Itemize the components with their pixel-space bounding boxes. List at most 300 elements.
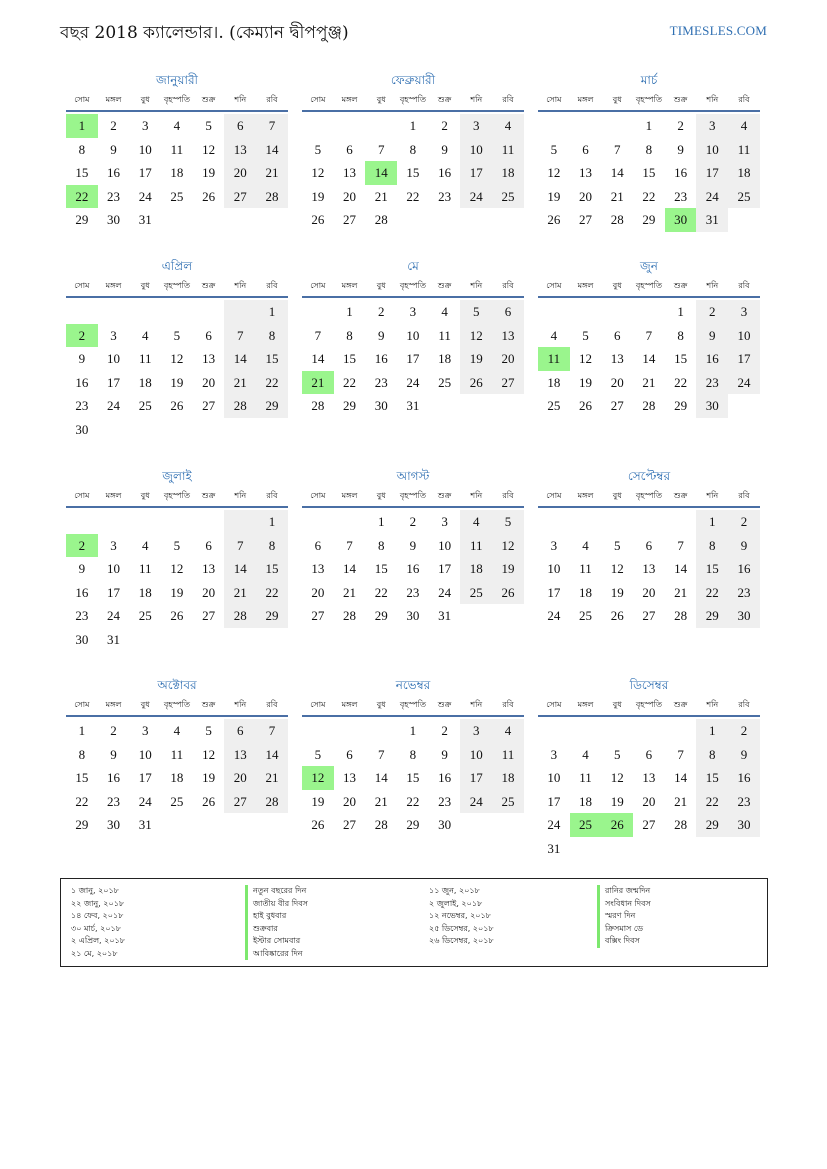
day-cell[interactable]: 21 — [642, 374, 656, 390]
day-cell[interactable]: 21 — [374, 793, 388, 809]
day-cell[interactable]: 7 — [377, 141, 385, 157]
day-cell[interactable]: 13 — [343, 770, 357, 785]
day-cell[interactable]: 26 — [492, 581, 524, 605]
day-cell[interactable]: 21 — [610, 188, 624, 204]
day-cell[interactable]: 25 — [579, 608, 593, 623]
day-cell[interactable]: 6 — [346, 746, 353, 762]
day-cell[interactable]: 23 — [728, 790, 760, 814]
day-cell[interactable]: 4 — [141, 537, 149, 553]
day-cell[interactable]: 26 — [460, 371, 492, 395]
day-cell[interactable]: 31 — [547, 840, 561, 856]
day-cell[interactable]: 9 — [110, 141, 117, 157]
day-cell[interactable]: 13 — [610, 351, 624, 366]
day-cell[interactable]: 26 — [579, 398, 593, 413]
day-cell[interactable]: 7 — [224, 324, 256, 348]
day-cell[interactable]: 16 — [696, 347, 728, 371]
day-cell[interactable]: 4 — [141, 327, 149, 343]
day-cell[interactable]: 18 — [728, 161, 760, 185]
day-cell[interactable]: 11 — [579, 770, 592, 785]
day-cell[interactable]: 20 — [642, 793, 656, 809]
day-cell[interactable]: 27 — [224, 790, 256, 814]
day-cell[interactable]: 8 — [645, 141, 653, 157]
day-cell[interactable]: 16 — [728, 557, 760, 581]
day-cell[interactable]: 8 — [346, 327, 353, 343]
day-cell[interactable]: 24 — [406, 374, 420, 390]
day-cell[interactable]: 23 — [696, 371, 728, 395]
day-cell[interactable]: 4 — [173, 723, 181, 738]
day-cell[interactable]: 4 — [492, 719, 524, 743]
day-cell[interactable]: 20 — [579, 188, 593, 204]
day-cell[interactable]: 24 — [547, 608, 561, 623]
day-cell[interactable]: 14 — [374, 770, 388, 785]
day-cell[interactable]: 18 — [170, 770, 184, 785]
day-cell[interactable]: 21 — [374, 188, 388, 204]
day-cell[interactable]: 28 — [674, 817, 688, 832]
day-cell[interactable]: 3 — [141, 118, 149, 133]
day-cell[interactable]: 18 — [579, 793, 593, 809]
day-cell[interactable]: 20 — [202, 584, 216, 600]
day-cell[interactable]: 2 — [728, 510, 760, 534]
day-cell[interactable]: 7 — [256, 719, 288, 743]
day-cell[interactable]: 3 — [550, 537, 558, 553]
day-cell[interactable]: 5 — [613, 537, 621, 553]
day-cell[interactable]: 10 — [438, 537, 452, 553]
day-cell[interactable]: 28 — [610, 212, 624, 227]
day-cell[interactable]: 22 — [75, 793, 89, 809]
day-cell[interactable]: 18 — [492, 766, 524, 790]
day-cell[interactable]: 10 — [728, 324, 760, 348]
day-cell[interactable]: 22 — [696, 790, 728, 814]
day-cell[interactable]: 8 — [409, 746, 417, 762]
day-cell[interactable]: 1 — [346, 304, 353, 319]
day-cell[interactable]: 29 — [406, 817, 420, 832]
day-cell[interactable]: 4 — [492, 114, 524, 138]
day-cell[interactable]: 17 — [406, 351, 420, 366]
day-cell[interactable]: 27 — [579, 212, 593, 227]
day-cell[interactable]: 19 — [170, 374, 184, 390]
day-cell[interactable]: 14 — [311, 351, 325, 366]
day-cell[interactable]: 22 — [256, 371, 288, 395]
day-cell[interactable]: 5 — [314, 746, 322, 762]
day-cell[interactable]: 13 — [343, 165, 357, 180]
day-cell[interactable]: 19 — [610, 793, 624, 809]
day-cell[interactable]: 9 — [677, 141, 684, 157]
day-cell[interactable]: 16 — [406, 561, 420, 576]
day-cell[interactable]: 3 — [460, 114, 492, 138]
day-cell[interactable]: 20 — [202, 374, 216, 390]
day-cell[interactable]: 13 — [492, 324, 524, 348]
day-cell[interactable]: 1 — [696, 719, 728, 743]
day-cell[interactable]: 9 — [728, 534, 760, 558]
day-cell[interactable]: 29 — [256, 604, 288, 628]
day-cell[interactable]: 7 — [677, 537, 684, 553]
day-cell[interactable]: 31 — [438, 608, 452, 623]
day-cell[interactable]: 8 — [696, 534, 728, 558]
day-cell[interactable]: 30 — [696, 394, 728, 418]
day-cell[interactable]: 18 — [138, 584, 152, 600]
day-cell[interactable]: 8 — [256, 534, 288, 558]
day-cell[interactable]: 25 — [138, 398, 152, 413]
day-cell[interactable]: 20 — [224, 161, 256, 185]
day-cell[interactable]: 26 — [202, 188, 216, 204]
day-cell[interactable]: 10 — [138, 746, 152, 762]
day-cell[interactable]: 10 — [547, 770, 561, 785]
day-cell[interactable]: 4 — [550, 327, 558, 343]
day-cell[interactable]: 25 — [492, 185, 524, 209]
day-cell[interactable]: 10 — [107, 561, 121, 576]
day-cell[interactable]: 8 — [409, 141, 417, 157]
day-cell[interactable]: 7 — [613, 141, 621, 157]
day-cell[interactable]: 6 — [613, 327, 621, 343]
day-cell[interactable]: 29 — [696, 813, 728, 837]
day-cell[interactable]: 15 — [75, 770, 89, 785]
day-cell[interactable]: 3 — [728, 300, 760, 324]
day-cell[interactable]: 31 — [107, 631, 121, 647]
day-cell[interactable]: 17 — [138, 770, 152, 785]
day-cell[interactable]: 12 — [311, 165, 325, 180]
day-cell[interactable]: 19 — [311, 188, 325, 204]
day-cell[interactable]: 20 — [610, 374, 624, 390]
day-cell[interactable]: 20 — [492, 347, 524, 371]
day-cell[interactable]: 25 — [547, 398, 561, 413]
day-cell[interactable]: 28 — [374, 817, 388, 832]
day-cell[interactable]: 23 — [75, 608, 89, 623]
day-cell[interactable]: 28 — [374, 212, 388, 227]
day-cell[interactable]: 25 — [138, 608, 152, 623]
day-cell[interactable]: 6 — [645, 746, 653, 762]
day-cell[interactable]: 7 — [314, 327, 322, 343]
day-cell[interactable]: 7 — [256, 114, 288, 138]
day-cell[interactable]: 2 — [409, 514, 417, 529]
day-cell[interactable]: 15 — [374, 561, 388, 576]
day-cell[interactable]: 14 — [365, 161, 397, 185]
day-cell[interactable]: 3 — [409, 304, 417, 319]
day-cell[interactable]: 28 — [311, 398, 325, 413]
day-cell[interactable]: 30 — [728, 604, 760, 628]
day-cell[interactable]: 11 — [492, 743, 524, 767]
day-cell[interactable]: 19 — [170, 584, 184, 600]
day-cell[interactable]: 5 — [205, 723, 212, 738]
day-cell[interactable]: 28 — [256, 185, 288, 209]
day-cell[interactable]: 25 — [492, 790, 524, 814]
day-cell[interactable]: 3 — [441, 514, 448, 529]
day-cell[interactable]: 19 — [610, 584, 624, 600]
day-cell[interactable]: 14 — [642, 351, 656, 366]
day-cell[interactable]: 12 — [460, 324, 492, 348]
day-cell[interactable]: 22 — [374, 584, 388, 600]
day-cell[interactable]: 10 — [406, 327, 420, 343]
day-cell[interactable]: 14 — [224, 557, 256, 581]
day-cell[interactable]: 11 — [138, 561, 152, 576]
day-cell[interactable]: 28 — [256, 790, 288, 814]
day-cell[interactable]: 10 — [547, 561, 561, 576]
day-cell[interactable]: 12 — [170, 351, 184, 366]
day-cell[interactable]: 28 — [343, 608, 357, 623]
day-cell[interactable]: 20 — [343, 793, 357, 809]
day-cell[interactable]: 29 — [642, 212, 656, 227]
day-cell[interactable]: 26 — [311, 817, 325, 832]
day-cell[interactable]: 6 — [645, 537, 653, 553]
day-cell[interactable]: 9 — [78, 561, 86, 576]
day-cell[interactable]: 15 — [674, 351, 688, 366]
day-cell[interactable]: 21 — [224, 581, 256, 605]
day-cell[interactable]: 23 — [438, 188, 452, 204]
day-cell[interactable]: 13 — [224, 743, 256, 767]
day-cell[interactable]: 18 — [547, 374, 561, 390]
day-cell[interactable]: 9 — [728, 743, 760, 767]
day-cell[interactable]: 2 — [441, 118, 448, 133]
day-cell[interactable]: 17 — [107, 374, 121, 390]
day-cell[interactable]: 26 — [547, 212, 561, 227]
day-cell[interactable]: 16 — [374, 351, 388, 366]
day-cell[interactable]: 2 — [696, 300, 728, 324]
day-cell[interactable]: 15 — [256, 557, 288, 581]
day-cell[interactable]: 26 — [610, 608, 624, 623]
day-cell[interactable]: 6 — [582, 141, 589, 157]
day-cell[interactable]: 29 — [696, 604, 728, 628]
day-cell[interactable]: 11 — [492, 138, 524, 162]
day-cell[interactable]: 12 — [202, 141, 216, 157]
day-cell[interactable]: 17 — [460, 161, 492, 185]
day-cell[interactable]: 26 — [170, 608, 184, 623]
day-cell[interactable]: 2 — [66, 534, 98, 558]
day-cell[interactable]: 6 — [346, 141, 353, 157]
day-cell[interactable]: 14 — [610, 165, 624, 180]
day-cell[interactable]: 3 — [460, 719, 492, 743]
day-cell[interactable]: 1 — [409, 723, 417, 738]
day-cell[interactable]: 31 — [696, 208, 728, 232]
day-cell[interactable]: 13 — [202, 561, 216, 576]
day-cell[interactable]: 11 — [170, 141, 184, 157]
day-cell[interactable]: 13 — [311, 561, 325, 576]
day-cell[interactable]: 15 — [75, 165, 89, 180]
day-cell[interactable]: 31 — [138, 817, 152, 832]
day-cell[interactable]: 1 — [409, 118, 417, 133]
day-cell[interactable]: 13 — [642, 561, 656, 576]
day-cell[interactable]: 26 — [170, 398, 184, 413]
day-cell[interactable]: 1 — [256, 510, 288, 534]
day-cell[interactable]: 25 — [170, 188, 184, 204]
day-cell[interactable]: 15 — [256, 347, 288, 371]
day-cell[interactable]: 29 — [75, 817, 89, 832]
day-cell[interactable]: 8 — [677, 327, 684, 343]
day-cell[interactable]: 11 — [138, 351, 152, 366]
day-cell[interactable]: 26 — [202, 793, 216, 809]
day-cell[interactable]: 30 — [406, 608, 420, 623]
day-cell[interactable]: 9 — [110, 746, 117, 762]
day-cell[interactable]: 15 — [406, 165, 420, 180]
day-cell[interactable]: 30 — [107, 817, 121, 832]
day-cell[interactable]: 12 — [547, 165, 561, 180]
day-cell[interactable]: 9 — [441, 746, 448, 762]
day-cell[interactable]: 23 — [728, 581, 760, 605]
day-cell[interactable]: 12 — [202, 746, 216, 762]
day-cell[interactable]: 27 — [343, 817, 357, 832]
day-cell[interactable]: 6 — [492, 300, 524, 324]
day-cell[interactable]: 20 — [311, 584, 325, 600]
day-cell[interactable]: 16 — [438, 165, 452, 180]
day-cell[interactable]: 3 — [696, 114, 728, 138]
day-cell[interactable]: 25 — [728, 185, 760, 209]
day-cell[interactable]: 29 — [75, 212, 89, 227]
day-cell[interactable]: 5 — [460, 300, 492, 324]
day-cell[interactable]: 30 — [75, 631, 89, 647]
day-cell[interactable]: 7 — [346, 537, 353, 553]
day-cell[interactable]: 11 — [728, 138, 760, 162]
day-cell[interactable]: 23 — [75, 398, 89, 413]
day-cell[interactable]: 10 — [460, 138, 492, 162]
day-cell[interactable]: 10 — [107, 351, 121, 366]
day-cell[interactable]: 2 — [441, 723, 448, 738]
day-cell[interactable]: 5 — [550, 141, 558, 157]
day-cell[interactable]: 14 — [674, 561, 688, 576]
day-cell[interactable]: 22 — [343, 374, 357, 390]
day-cell[interactable]: 23 — [674, 188, 688, 204]
day-cell[interactable]: 13 — [642, 770, 656, 785]
day-cell[interactable]: 3 — [110, 327, 117, 343]
day-cell[interactable]: 3 — [110, 537, 117, 553]
day-cell[interactable]: 23 — [107, 188, 121, 204]
day-cell[interactable]: 12 — [302, 766, 334, 790]
day-cell[interactable]: 29 — [374, 608, 388, 623]
brand-logo-text[interactable]: TIMESLES.COM — [669, 23, 767, 38]
day-cell[interactable]: 4 — [582, 537, 589, 553]
day-cell[interactable]: 5 — [582, 327, 589, 343]
day-cell[interactable]: 15 — [406, 770, 420, 785]
day-cell[interactable]: 21 — [256, 766, 288, 790]
day-cell[interactable]: 2 — [728, 719, 760, 743]
day-cell[interactable]: 19 — [547, 188, 561, 204]
day-cell[interactable]: 12 — [610, 770, 624, 785]
day-cell[interactable]: 2 — [110, 723, 117, 738]
day-cell[interactable]: 9 — [377, 327, 385, 343]
day-cell[interactable]: 15 — [642, 165, 656, 180]
day-cell[interactable]: 6 — [205, 537, 212, 553]
day-cell[interactable]: 18 — [438, 351, 452, 366]
day-cell[interactable]: 14 — [224, 347, 256, 371]
day-cell[interactable]: 4 — [460, 510, 492, 534]
day-cell[interactable]: 11 — [538, 347, 570, 371]
day-cell[interactable]: 17 — [460, 766, 492, 790]
day-cell[interactable]: 21 — [302, 371, 334, 395]
day-cell[interactable]: 31 — [138, 212, 152, 227]
day-cell[interactable]: 15 — [696, 557, 728, 581]
day-cell[interactable]: 30 — [107, 212, 121, 227]
day-cell[interactable]: 8 — [377, 537, 385, 553]
day-cell[interactable]: 25 — [438, 374, 452, 390]
day-cell[interactable]: 25 — [170, 793, 184, 809]
day-cell[interactable]: 27 — [311, 608, 325, 623]
day-cell[interactable]: 12 — [579, 351, 593, 366]
day-cell[interactable]: 1 — [696, 510, 728, 534]
day-cell[interactable]: 20 — [642, 584, 656, 600]
day-cell[interactable]: 18 — [460, 557, 492, 581]
day-cell[interactable]: 18 — [579, 584, 593, 600]
day-cell[interactable]: 3 — [550, 746, 558, 762]
day-cell[interactable]: 22 — [406, 188, 420, 204]
day-cell[interactable]: 17 — [438, 561, 452, 576]
day-cell[interactable]: 9 — [441, 141, 448, 157]
day-cell[interactable]: 4 — [173, 118, 181, 133]
day-cell[interactable]: 1 — [256, 300, 288, 324]
day-cell[interactable]: 8 — [256, 324, 288, 348]
day-cell[interactable]: 7 — [377, 746, 385, 762]
day-cell[interactable]: 15 — [343, 351, 357, 366]
day-cell[interactable]: 22 — [406, 793, 420, 809]
day-cell[interactable]: 21 — [256, 161, 288, 185]
day-cell[interactable]: 11 — [438, 327, 451, 343]
day-cell[interactable]: 19 — [202, 770, 216, 785]
day-cell[interactable]: 27 — [642, 817, 656, 832]
day-cell[interactable]: 4 — [582, 746, 589, 762]
day-cell[interactable]: 17 — [728, 347, 760, 371]
day-cell[interactable]: 10 — [696, 138, 728, 162]
day-cell[interactable]: 5 — [173, 327, 181, 343]
day-cell[interactable]: 13 — [202, 351, 216, 366]
day-cell[interactable]: 16 — [107, 770, 121, 785]
day-cell[interactable]: 23 — [438, 793, 452, 809]
day-cell[interactable]: 30 — [75, 421, 89, 437]
day-cell[interactable]: 7 — [645, 327, 653, 343]
day-cell[interactable]: 23 — [406, 584, 420, 600]
day-cell[interactable]: 14 — [256, 138, 288, 162]
day-cell[interactable]: 9 — [409, 537, 417, 553]
day-cell[interactable]: 9 — [78, 351, 86, 366]
day-cell[interactable]: 1 — [78, 723, 86, 738]
day-cell[interactable]: 16 — [438, 770, 452, 785]
day-cell[interactable]: 19 — [460, 347, 492, 371]
day-cell[interactable]: 4 — [441, 304, 448, 319]
day-cell[interactable]: 29 — [674, 398, 688, 413]
day-cell[interactable]: 30 — [665, 208, 697, 232]
day-cell[interactable]: 8 — [78, 746, 86, 762]
day-cell[interactable]: 21 — [674, 584, 688, 600]
day-cell[interactable]: 30 — [374, 398, 388, 413]
day-cell[interactable]: 12 — [610, 561, 624, 576]
day-cell[interactable]: 14 — [256, 743, 288, 767]
day-cell[interactable]: 27 — [343, 212, 357, 227]
day-cell[interactable]: 12 — [170, 561, 184, 576]
day-cell[interactable]: 24 — [438, 584, 452, 600]
day-cell[interactable]: 1 — [645, 118, 653, 133]
day-cell[interactable]: 17 — [138, 165, 152, 180]
day-cell[interactable]: 30 — [728, 813, 760, 837]
day-cell[interactable]: 2 — [66, 324, 98, 348]
day-cell[interactable]: 30 — [438, 817, 452, 832]
day-cell[interactable]: 6 — [205, 327, 212, 343]
day-cell[interactable]: 25 — [460, 581, 492, 605]
day-cell[interactable]: 27 — [224, 185, 256, 209]
day-cell[interactable]: 26 — [601, 813, 633, 837]
day-cell[interactable]: 22 — [66, 185, 98, 209]
day-cell[interactable]: 2 — [377, 304, 385, 319]
day-cell[interactable]: 1 — [677, 304, 684, 319]
day-cell[interactable]: 19 — [579, 374, 593, 390]
day-cell[interactable]: 15 — [696, 766, 728, 790]
day-cell[interactable]: 24 — [696, 185, 728, 209]
day-cell[interactable]: 19 — [311, 793, 325, 809]
day-cell[interactable]: 16 — [728, 766, 760, 790]
day-cell[interactable]: 1 — [66, 114, 98, 138]
day-cell[interactable]: 6 — [314, 537, 322, 553]
day-cell[interactable]: 19 — [202, 165, 216, 180]
day-cell[interactable]: 19 — [492, 557, 524, 581]
day-cell[interactable]: 28 — [224, 394, 256, 418]
day-cell[interactable]: 16 — [674, 165, 688, 180]
day-cell[interactable]: 24 — [138, 793, 152, 809]
day-cell[interactable]: 8 — [78, 141, 86, 157]
day-cell[interactable]: 16 — [75, 584, 89, 600]
